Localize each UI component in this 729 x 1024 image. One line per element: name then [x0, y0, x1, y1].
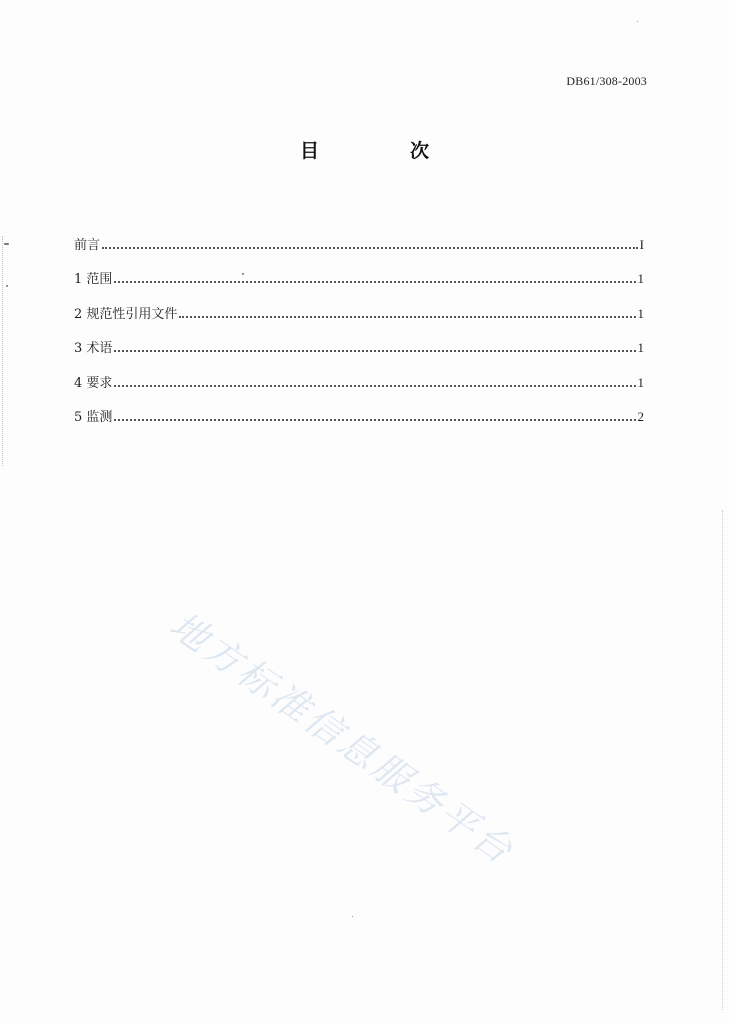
toc-entry-monitoring[interactable] — [74, 391, 644, 426]
toc-entry-requirements[interactable] — [74, 356, 644, 391]
toc-entry-label: 4 要求 — [74, 375, 113, 391]
toc-leader-dots — [114, 350, 635, 352]
toc-entry-normative-references[interactable] — [74, 287, 644, 322]
toc-leader-dots — [114, 385, 635, 387]
toc-entry-page: 2 — [637, 409, 644, 424]
toc-entry-label: 1 范围 — [74, 272, 113, 287]
scan-edge-left — [2, 236, 9, 466]
toc-leader-dots — [102, 247, 638, 249]
scan-speck — [637, 21, 638, 22]
toc-entry-label: 5 监测 — [74, 410, 113, 425]
document-code: DB61/308-2003 — [566, 74, 647, 88]
toc-entry-label: 2 规范性引用文件 — [74, 306, 178, 322]
toc-leader-dots — [179, 316, 635, 318]
toc-leader-dots — [114, 281, 635, 283]
scan-speck — [352, 916, 353, 917]
toc-title: 目 次 — [299, 140, 465, 162]
watermark-text: 地方标准信息服务平台 — [162, 603, 523, 874]
toc-entry-page: I — [639, 236, 644, 252]
scan-speck — [242, 273, 244, 275]
table-of-contents — [74, 218, 644, 425]
toc-entry-foreword[interactable] — [74, 218, 644, 253]
scan-edge-right — [718, 510, 723, 1010]
toc-entry-page: 1 — [637, 305, 644, 321]
toc-entry-terms[interactable] — [74, 322, 644, 357]
toc-entry-label: 3 术语 — [74, 341, 113, 356]
toc-entry-scope[interactable] — [74, 253, 644, 288]
toc-entry-page: 1 — [637, 340, 644, 355]
toc-entry-page: 1 — [637, 374, 644, 390]
toc-entry-page: 1 — [637, 271, 644, 286]
toc-leader-dots — [114, 419, 635, 421]
toc-entry-label: 前言 — [74, 237, 101, 253]
